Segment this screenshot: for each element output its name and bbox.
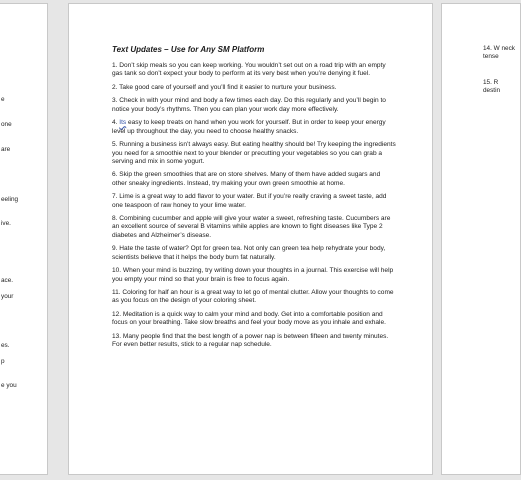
- page-fragment: p: [1, 358, 5, 365]
- list-item: 11. Coloring for half an hour is a great way to let go of mental clutter. Allow your thoughts to come as you focus on the design of your coloring sheet.: [112, 289, 394, 305]
- list-item: 1. Don’t skip meals so you can keep working. You wouldn’t set out on a road trip with an empty gas tank so don’t expect your body to perform at its very best when you’re denying it fuel.: [112, 62, 386, 78]
- list-item: 13. Many people find that the best length of a power nap is between fifteen and twenty minutes. For even better results, stick to a regular nap schedule.: [112, 332, 389, 349]
- list-item: 4. Its easy to keep treats on hand when you work for yourself. But in order to keep your energy level up throughout the day, you need to choose healthy snacks.: [112, 119, 386, 135]
- list-item: 2. Take good care of yourself and you’ll find it easier to nurture your business.: [112, 83, 337, 91]
- page-fragment: ace.: [1, 277, 14, 284]
- list-item: 3. Check in with your mind and body a few times each day. Do this regularly and you’ll begin to notice your body’s rhythms. Then you can plan your work day more effectively.: [112, 97, 386, 113]
- page-fragment: are: [1, 146, 11, 153]
- page-fragment: your: [1, 293, 14, 300]
- page-fragment: 14. W neck tense: [483, 45, 515, 60]
- page-fragment: es.: [1, 342, 10, 349]
- previous-page: [0, 3, 48, 475]
- list-item: 9. Hate the taste of water? Opt for green tea. Not only can green tea help rehydrate your body, scientists believe that it helps the body burn fat naturally.: [112, 245, 386, 261]
- page-fragment: 15. R destin: [483, 79, 501, 94]
- page-fragment: one: [1, 121, 12, 128]
- spelling-error[interactable]: Its: [119, 119, 127, 127]
- page-fragment: ive.: [1, 220, 11, 227]
- page-fragment: e: [1, 96, 5, 103]
- next-page: [441, 3, 521, 475]
- list-item: 10. When your mind is buzzing, try writing down your thoughts in a journal. This exercise will help you empty your mind so that your brain is free to focus again.: [112, 267, 394, 283]
- list-item: 6. Skip the green smoothies that are on store shelves. Many of them have added sugars and other sneaky ingredients. Instead, try making your own green smoothie at home.: [112, 171, 381, 187]
- list-item: 8. Combining cucumber and apple will give your water a sweet, refreshing taste. Cucumbers are an excellent source of several B vitamins while apples are known to fight diseases like Type 2 diabetes and Alzheimer’s disease.: [112, 215, 391, 239]
- list-item: 5. Running a business isn’t always easy. But eating healthy should be! Try keeping the ingredients you need for a smoothie next to your blender or precutting your vegetables so you can grab a serving and mix in some yogurt.: [112, 141, 396, 165]
- page-fragment: e you: [1, 382, 17, 389]
- document-page[interactable]: [68, 3, 433, 475]
- page-fragment: eeling: [1, 196, 19, 203]
- list-item: 12. Meditation is a quick way to calm your mind and body. Get into a comfortable position and focus on your breathing. Take slow breaths and feel your body move as you inhale and exhale.: [112, 310, 386, 327]
- document-title: Text Updates – Use for Any SM Platform: [112, 45, 265, 54]
- document-body[interactable]: [112, 45, 396, 355]
- list-item: 7. Lime is a great way to add flavor to your water. But if you’re really craving a sweet taste, add one teaspoon of raw honey to your lime water.: [112, 193, 387, 209]
